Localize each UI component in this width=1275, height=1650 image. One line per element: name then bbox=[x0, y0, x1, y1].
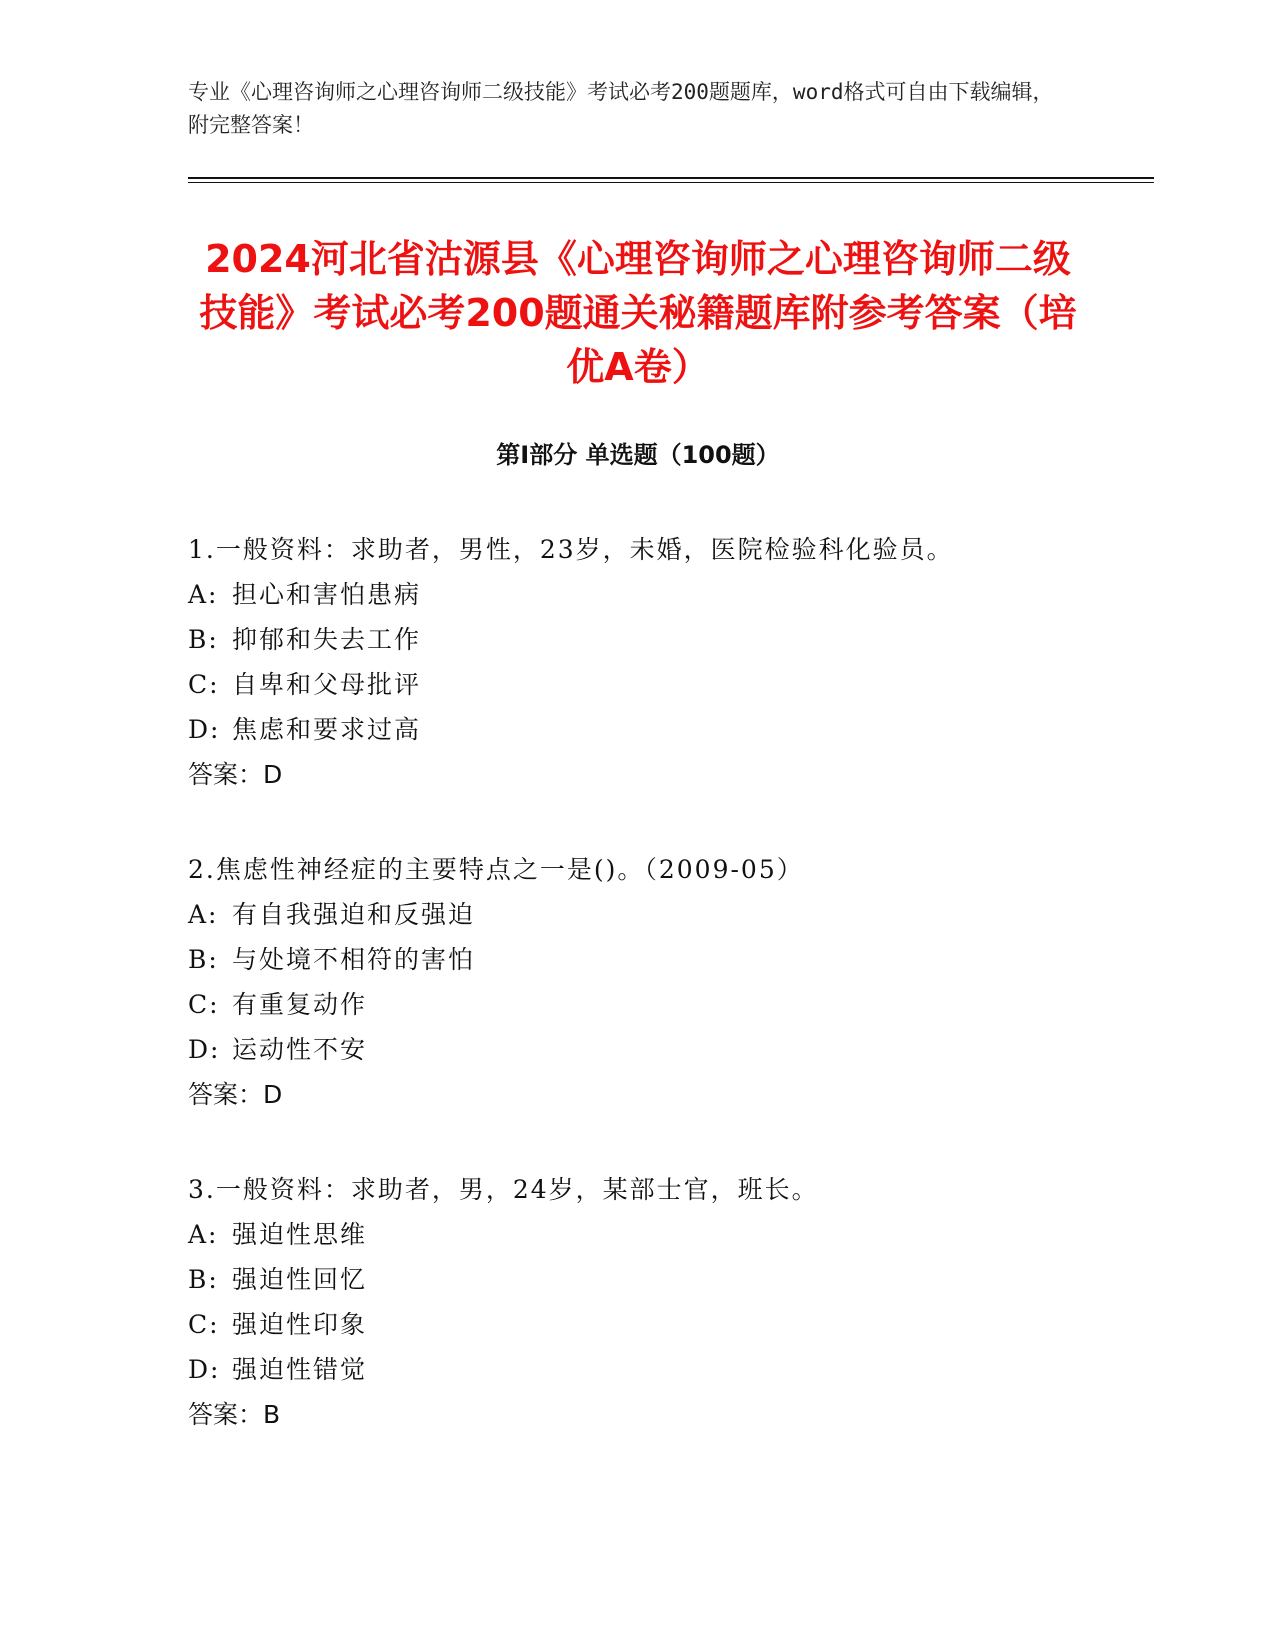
option-text: 自卑和父母批评 bbox=[232, 670, 422, 699]
question-stem: 3.一般资料：求助者，男，24岁，某部士官，班长。 bbox=[188, 1175, 819, 1204]
option-letter: B: bbox=[188, 945, 219, 974]
option-text: 有重复动作 bbox=[232, 990, 368, 1019]
answer-label: 答案： bbox=[188, 1080, 264, 1109]
answer-line bbox=[188, 1395, 1088, 1440]
option-letter: D: bbox=[188, 1035, 221, 1064]
answer-line bbox=[188, 755, 1088, 800]
option-letter: C: bbox=[188, 1310, 220, 1339]
option-letter: C: bbox=[188, 990, 220, 1019]
question-2 bbox=[188, 850, 1088, 1170]
section-title: 第I部分 单选题（100题） bbox=[496, 441, 780, 469]
question-stem: 2.焦虑性神经症的主要特点之一是()。（2009-05） bbox=[188, 855, 804, 884]
option-a bbox=[188, 895, 1088, 940]
header-rule-thin bbox=[188, 182, 1154, 183]
option-text: 与处境不相符的害怕 bbox=[232, 945, 476, 974]
option-letter: B: bbox=[188, 625, 219, 654]
question-1 bbox=[188, 530, 1088, 850]
question-list bbox=[188, 530, 1088, 1490]
option-d bbox=[188, 1030, 1088, 1075]
question-3 bbox=[188, 1170, 1088, 1490]
option-letter: C: bbox=[188, 670, 220, 699]
option-letter: D: bbox=[188, 715, 221, 744]
option-text: 抑郁和失去工作 bbox=[232, 625, 422, 654]
option-c bbox=[188, 1305, 1088, 1350]
option-d bbox=[188, 710, 1088, 755]
header-rule bbox=[188, 177, 1154, 179]
option-text: 运动性不安 bbox=[232, 1035, 368, 1064]
option-text: 焦虑和要求过高 bbox=[232, 715, 422, 744]
option-b bbox=[188, 620, 1088, 665]
option-text: 强迫性思维 bbox=[232, 1220, 368, 1249]
answer-label: 答案： bbox=[188, 1400, 264, 1429]
answer-value: D bbox=[263, 1080, 283, 1109]
option-d bbox=[188, 1350, 1088, 1395]
option-text: 担心和害怕患病 bbox=[232, 580, 422, 609]
question-stem: 1.一般资料：求助者，男性，23岁，未婚，医院检验科化验员。 bbox=[188, 535, 954, 564]
option-text: 有自我强迫和反强迫 bbox=[232, 900, 476, 929]
option-c bbox=[188, 985, 1088, 1030]
answer-line bbox=[188, 1075, 1088, 1120]
answer-value: B bbox=[263, 1400, 281, 1429]
option-letter: A: bbox=[188, 900, 219, 929]
option-letter: A: bbox=[188, 580, 219, 609]
option-text: 强迫性印象 bbox=[232, 1310, 368, 1339]
option-b bbox=[188, 1260, 1088, 1305]
answer-value: D bbox=[263, 760, 283, 789]
option-letter: A: bbox=[188, 1220, 219, 1249]
answer-label: 答案： bbox=[188, 760, 264, 789]
option-text: 强迫性回忆 bbox=[232, 1265, 368, 1294]
option-c bbox=[188, 665, 1088, 710]
option-letter: B: bbox=[188, 1265, 219, 1294]
option-b bbox=[188, 940, 1088, 985]
header-note: 专业《心理咨询师之心理咨询师二级技能》考试必考200题题库，word格式可自由下载编辑，附完整答案！ bbox=[188, 80, 1054, 137]
option-letter: D: bbox=[188, 1355, 221, 1384]
document-title: 2024河北省沽源县《心理咨询师之心理咨询师二级技能》考试必考200题通关秘籍题库附参考答案（培优A卷） bbox=[199, 237, 1077, 389]
option-a bbox=[188, 1215, 1088, 1260]
option-text: 强迫性错觉 bbox=[232, 1355, 368, 1384]
option-a bbox=[188, 575, 1088, 620]
